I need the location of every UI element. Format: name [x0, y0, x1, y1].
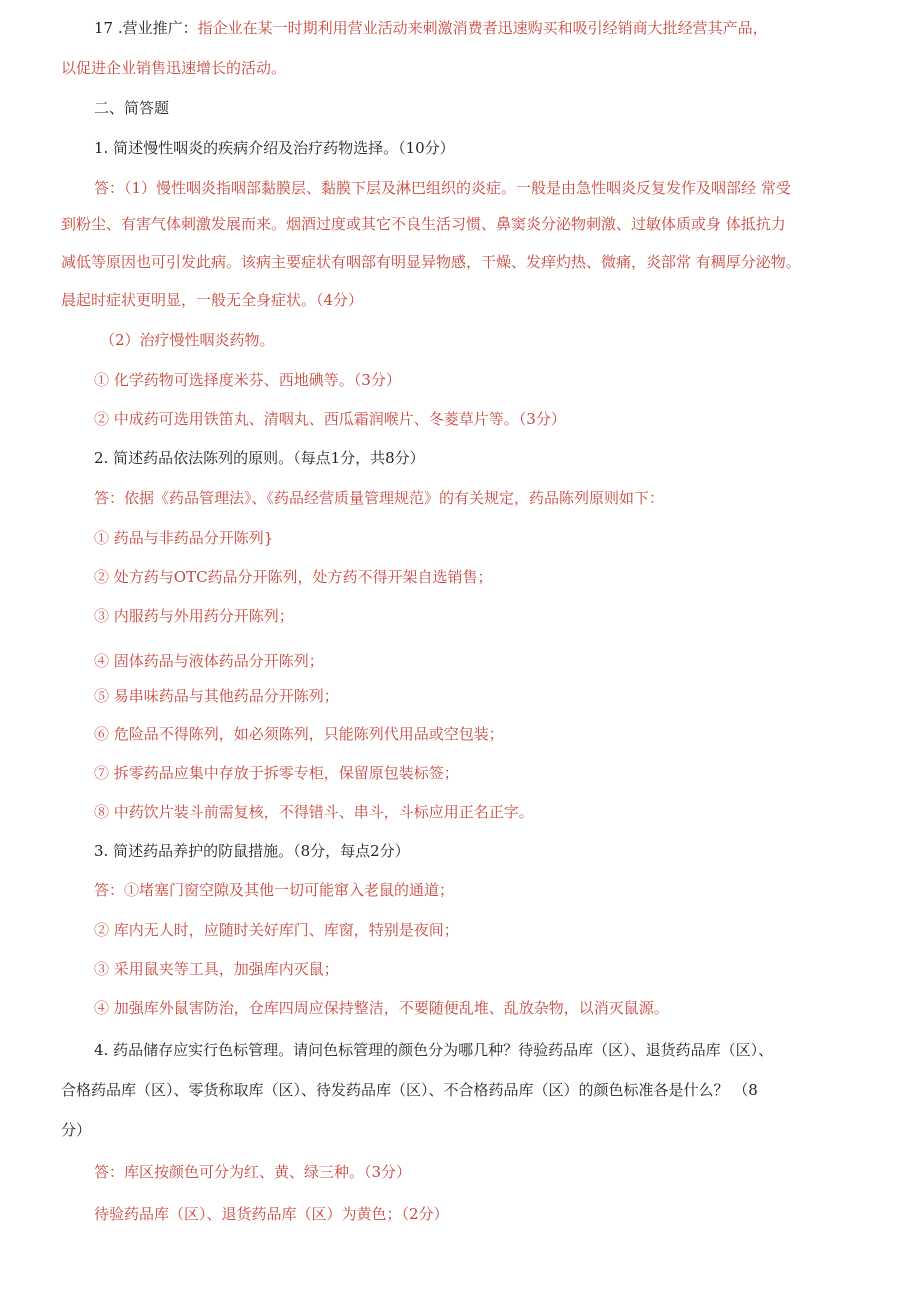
q2-item: ② 处方药与OTC药品分开陈列，处方药不得开架自选销售； — [94, 568, 493, 586]
q3-item: ③ 采用鼠夹等工具，加强库内灭鼠； — [94, 960, 339, 978]
q2-item: ④ 固体药品与液体药品分开陈列； — [94, 652, 324, 670]
question-4-line: 4. 药品储存应实行色标管理。请问色标管理的颜色分为哪几种？待验药品库（区）、退货药品库（区）、 — [94, 1041, 774, 1059]
q4-answer-line: 待验药品库（区）、退货药品库（区）为黄色；（2分） — [94, 1205, 449, 1223]
section-title: 二、简答题 — [94, 99, 170, 117]
q2-answer-intro: 答：依据《药品管理法》、《药品经营质量管理规范》的有关规定，药品陈列原则如下： — [94, 489, 665, 507]
q1-part-2-item: ① 化学药物可选择度米芬、西地碘等。（3分） — [94, 371, 401, 389]
q1-answer-line: 到粉尘、有害气体刺激发展而来。烟酒过度或其它不良生活习惯、鼻窦炎分泌物刺激、过敏体质或身 体抵抗力 — [61, 215, 786, 233]
q2-item: ① 药品与非药品分开陈列} — [94, 529, 274, 547]
question-4-line: 分） — [61, 1121, 92, 1139]
q2-item: ③ 内服药与外用药分开陈列； — [94, 607, 294, 625]
term-number: 17 . — [94, 19, 123, 37]
q1-part-2-title: （2）治疗慢性咽炎药物。 — [100, 331, 275, 349]
q2-item: ⑤ 易串味药品与其他药品分开陈列； — [94, 687, 339, 705]
term-17-line-2: 以促进企业销售迅速增长的活动。 — [61, 59, 287, 77]
q2-item: ⑧ 中药饮片装斗前需复核，不得错斗、串斗，斗标应用正名正字。 — [94, 803, 534, 821]
question-1: 1. 简述慢性咽炎的疾病介绍及治疗药物选择。（10分） — [94, 139, 455, 157]
question-4-line: 合格药品库（区）、零货称取库（区）、待发药品库（区）、不合格药品库（区）的颜色标准各是什么？ （8 — [61, 1081, 758, 1099]
term-definition: 指企业在某一时期利用营业活动来刺激消费者迅速购买和吸引经销商大批经营其产品， — [197, 19, 768, 37]
q3-item: 答：①堵塞门窗空隙及其他一切可能窜入老鼠的通道； — [94, 881, 455, 899]
q4-answer-line: 答：库区按颜色可分为红、黄、绿三种。（3分） — [94, 1163, 412, 1181]
q1-answer-line: 晨起时症状更明显，一般无全身症状。（4分） — [61, 291, 364, 309]
question-3: 3. 简述药品养护的防鼠措施。（8分，每点2分） — [94, 842, 410, 860]
question-2: 2. 简述药品依法陈列的原则。（每点1分，共8分） — [94, 449, 425, 467]
term-name: 营业推广： — [122, 19, 198, 37]
q2-item: ⑥ 危险品不得陈列，如必须陈列，只能陈列代用品或空包装； — [94, 725, 504, 743]
q1-answer-line: 减低等原因也可引发此病。该病主要症状有咽部有明显异物感，干燥、发痒灼热、微痛，炎部常 有稠厚分泌物。 — [61, 253, 801, 271]
q1-answer-line: 答：（1）慢性咽炎指咽部黏膜层、黏膜下层及淋巴组织的炎症。一般是由急性咽炎反复发作及咽部经 常受 — [94, 179, 791, 197]
q3-item: ② 库内无人时，应随时关好库门、库窗，特别是夜间； — [94, 921, 459, 939]
term-17-line-1 — [94, 18, 768, 38]
q2-item: ⑦ 拆零药品应集中存放于拆零专柜，保留原包装标签； — [94, 764, 459, 782]
q1-part-2-item: ② 中成药可选用铁笛丸、清咽丸、西瓜霜润喉片、冬菱草片等。（3分） — [94, 410, 566, 428]
q3-item: ④ 加强库外鼠害防治，仓库四周应保持整洁，不要随便乱堆、乱放杂物，以消灭鼠源。 — [94, 999, 669, 1017]
